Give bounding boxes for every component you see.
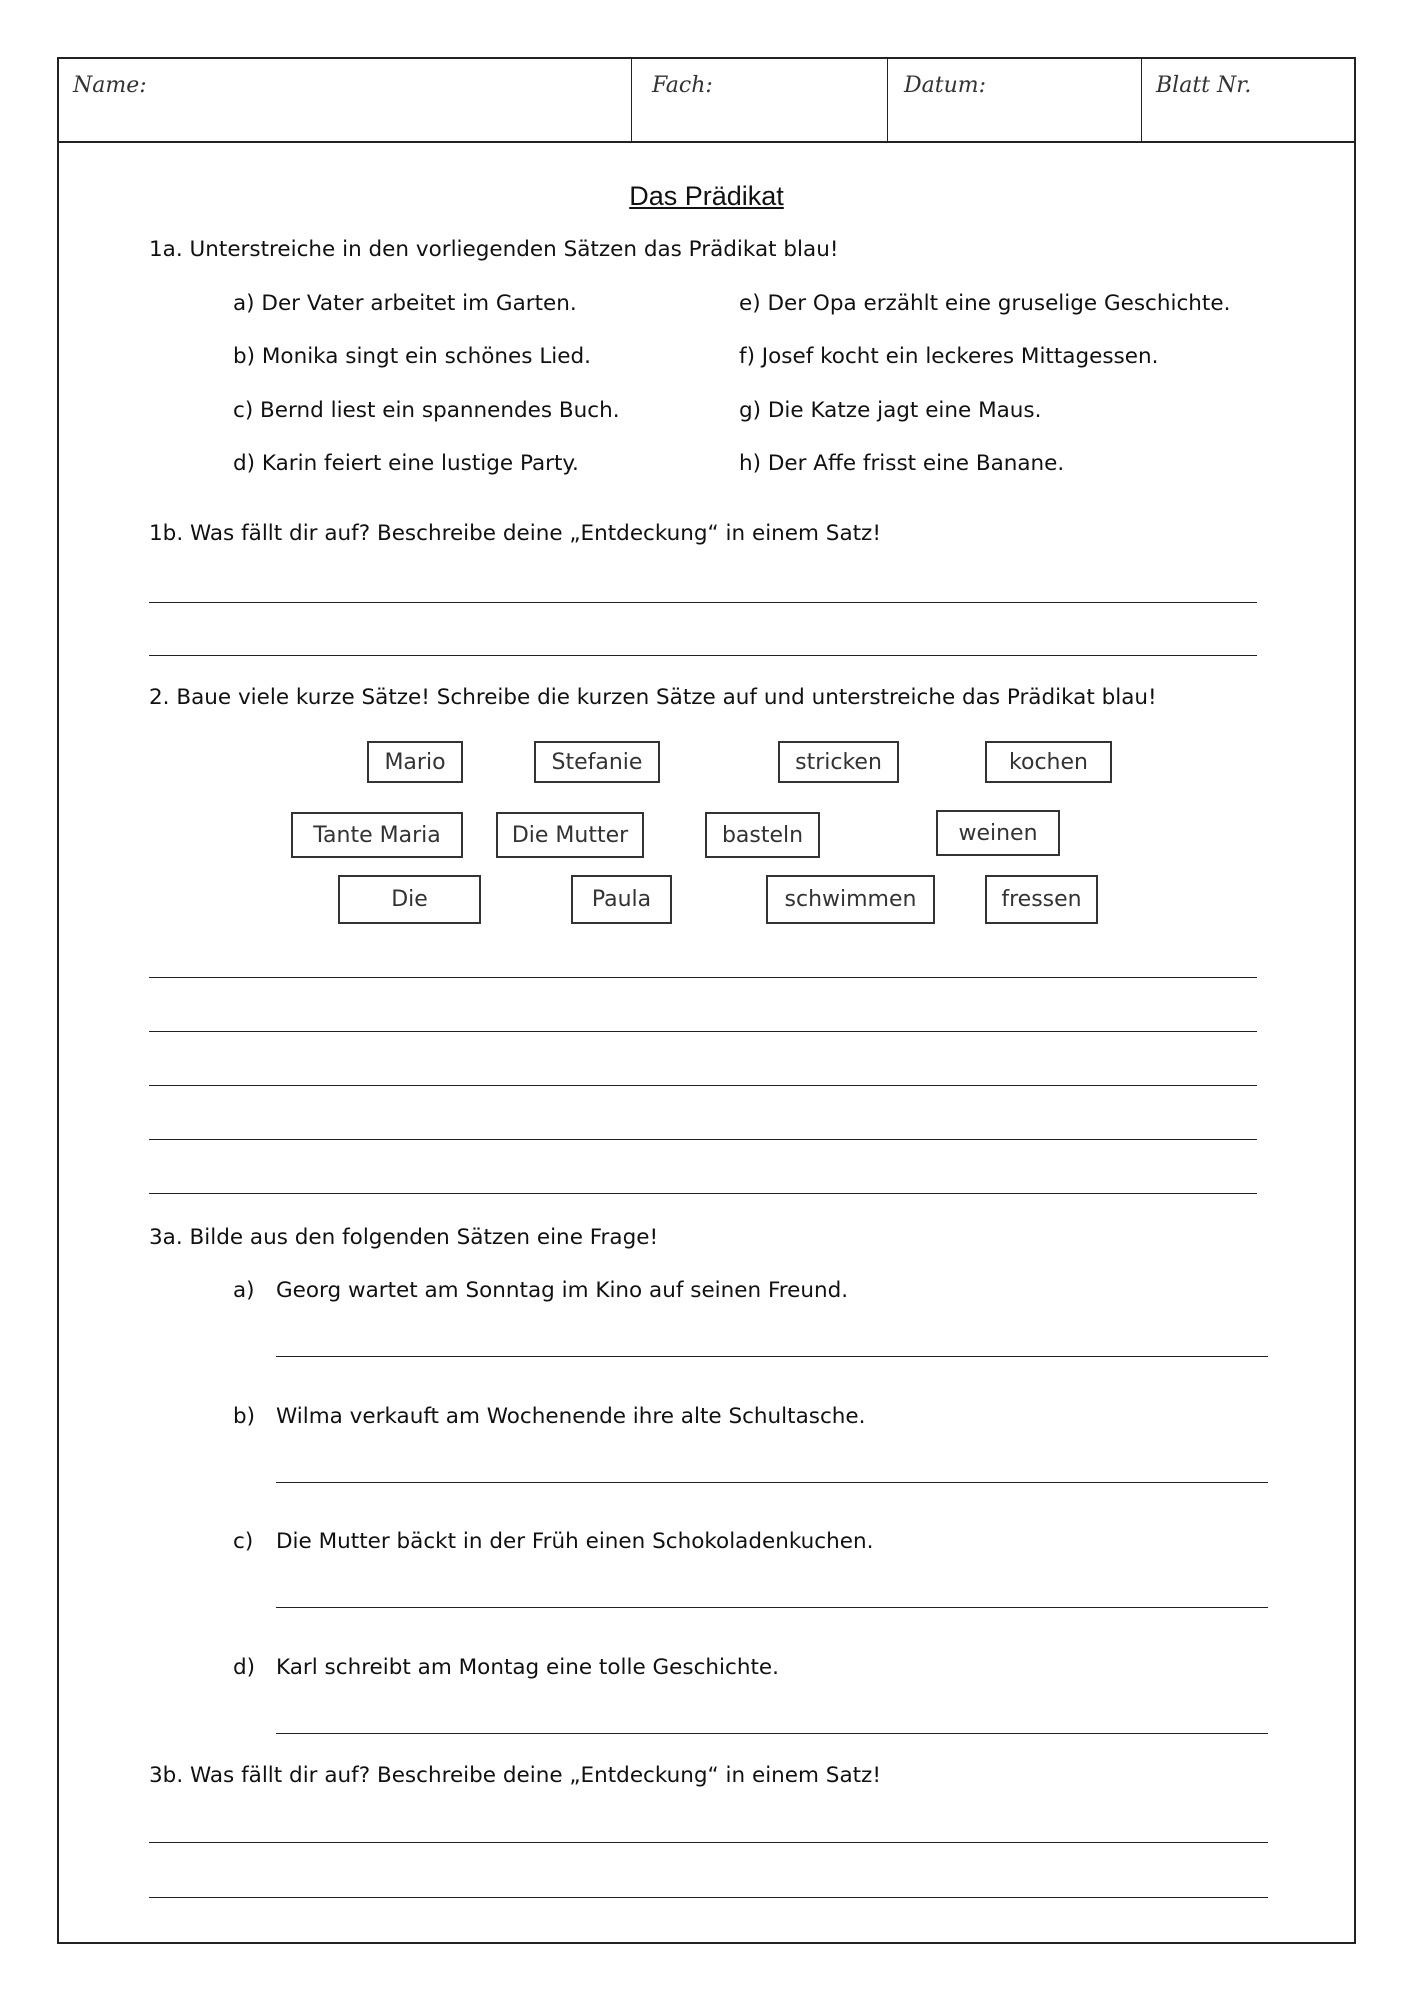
sentence-h: h) Der Affe frisst eine Banane. <box>739 451 1065 476</box>
word-card: schwimmen <box>766 875 935 924</box>
answer-line[interactable] <box>149 1031 1257 1032</box>
worksheet-frame <box>57 57 1356 1944</box>
task-2-instruction: 2. Baue viele kurze Sätze! Schreibe die kurzen Sätze auf und unterstreiche das Prädikat blau! <box>149 685 1157 710</box>
task-1a-instruction: 1a. Unterstreiche in den vorliegenden Sätzen das Prädikat blau! <box>149 237 839 262</box>
item-label-a: a) <box>233 1278 255 1303</box>
sentence-f: f) Josef kocht ein leckeres Mittagessen. <box>739 344 1159 369</box>
answer-line[interactable] <box>276 1482 1268 1483</box>
answer-line[interactable] <box>149 1193 1257 1194</box>
item-label-d: d) <box>233 1655 256 1680</box>
answer-line[interactable] <box>149 1085 1257 1086</box>
task-3b-instruction: 3b. Was fällt dir auf? Beschreibe deine „Entdeckung“ in einem Satz! <box>149 1763 881 1788</box>
word-card: Stefanie <box>534 741 660 783</box>
answer-line[interactable] <box>149 977 1257 978</box>
answer-line[interactable] <box>149 602 1257 603</box>
sentence-a: a) Der Vater arbeitet im Garten. <box>233 291 577 316</box>
question-sentence-c: Die Mutter bäckt in der Früh einen Schokoladenkuchen. <box>276 1529 874 1554</box>
word-card: basteln <box>705 812 820 858</box>
question-sentence-a: Georg wartet am Sonntag im Kino auf seinen Freund. <box>276 1278 849 1303</box>
answer-line[interactable] <box>149 655 1257 656</box>
question-sentence-b: Wilma verkauft am Wochenende ihre alte Schultasche. <box>276 1404 866 1429</box>
word-card: stricken <box>778 741 899 783</box>
answer-line[interactable] <box>276 1356 1268 1357</box>
worksheet-content <box>59 59 1354 1942</box>
word-card: weinen <box>936 810 1060 856</box>
word-card: Mario <box>367 741 463 783</box>
answer-line[interactable] <box>149 1139 1257 1140</box>
date-label: Datum: <box>904 73 987 98</box>
sentence-d: d) Karin feiert eine lustige Party. <box>233 451 579 476</box>
word-card: fressen <box>985 875 1098 924</box>
answer-line[interactable] <box>149 1897 1268 1898</box>
name-label: Name: <box>73 73 147 98</box>
task-1b-instruction: 1b. Was fällt dir auf? Beschreibe deine „Entdeckung“ in einem Satz! <box>149 521 881 546</box>
sentence-g: g) Die Katze jagt eine Maus. <box>739 398 1042 423</box>
task-3a-instruction: 3a. Bilde aus den folgenden Sätzen eine Frage! <box>149 1225 659 1250</box>
answer-line[interactable] <box>149 1842 1268 1843</box>
page-title: Das Prädikat <box>629 181 784 211</box>
word-card: Die <box>338 875 481 924</box>
sentence-e: e) Der Opa erzählt eine gruselige Geschichte. <box>739 291 1231 316</box>
answer-line[interactable] <box>276 1733 1268 1734</box>
sentence-c: c) Bernd liest ein spannendes Buch. <box>233 398 620 423</box>
item-label-b: b) <box>233 1404 256 1429</box>
sheet-label: Blatt Nr. <box>1156 73 1252 98</box>
question-sentence-d: Karl schreibt am Montag eine tolle Geschichte. <box>276 1655 779 1680</box>
subject-label: Fach: <box>652 73 713 98</box>
word-card: Die Mutter <box>496 812 644 858</box>
answer-line[interactable] <box>276 1607 1268 1608</box>
word-card: kochen <box>985 741 1112 783</box>
word-card: Paula <box>571 875 672 924</box>
word-card: Tante Maria <box>291 812 463 858</box>
sentence-b: b) Monika singt ein schönes Lied. <box>233 344 591 369</box>
item-label-c: c) <box>233 1529 254 1554</box>
